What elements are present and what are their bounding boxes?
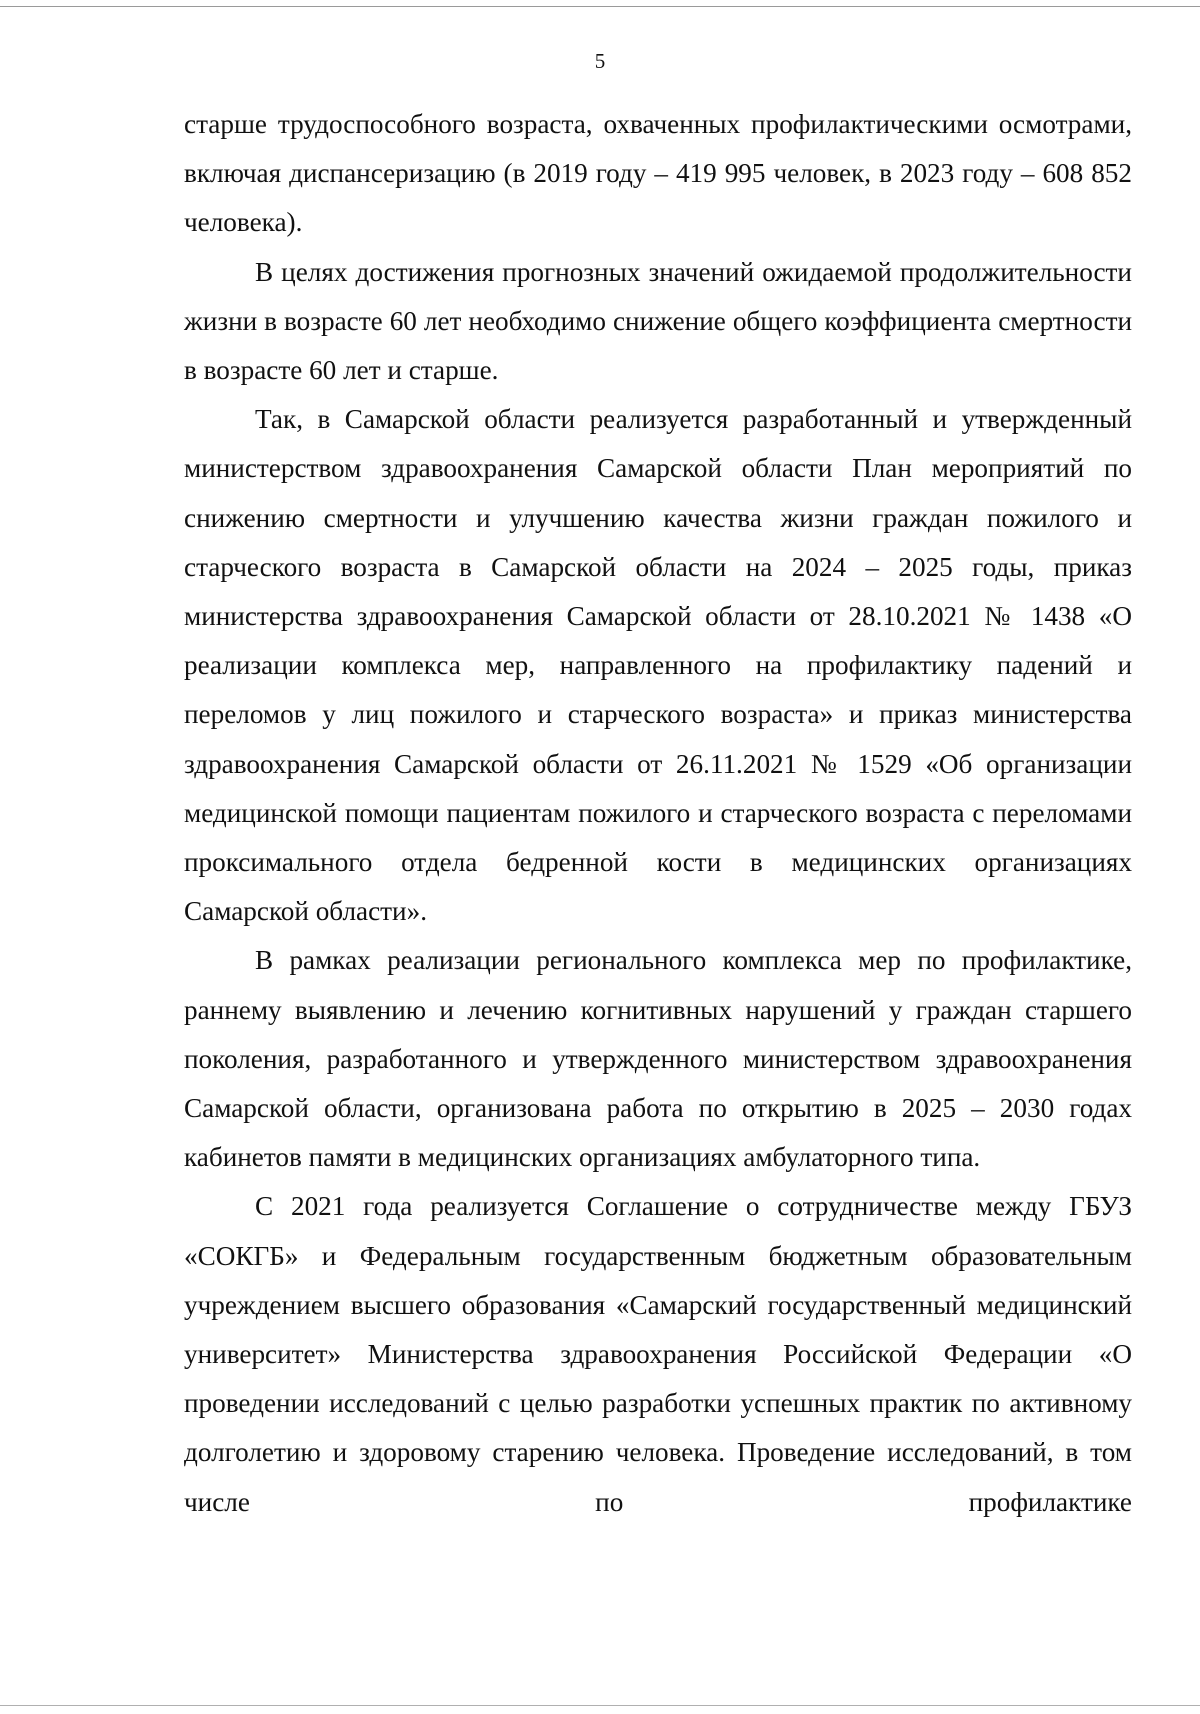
paragraph-life-expectancy: В целях достижения прогнозных значений ожидаемой продолжительности жизни в возрасте 60 лет необходимо снижение общего коэффициента смертности в возрасте 60 лет и старше. [184,256,1132,386]
paragraph-continuation: старше трудоспособного возраста, охваченных профилактическими осмотрами, включая диспансеризацию (в 2019 году – 419 995 человек, в 2023 году – 608 852 человека). [184,109,1132,238]
top-scan-edge [0,6,1200,7]
paragraph-mortality-plan: Так, в Самарской области реализуется разработанный и утвержденный министерством здравоохранения Самарской области План мероприятий по снижению смертности и улучшению качества жизни граждан пожилого и старческого возраста в Самарской области на 2024 – 2025 годы, приказ министерства здравоохранения Самарской области от 28.10.2021 № 1438 «О реализации комплекса мер, направленного на профилактику падений и переломов у лиц пожилого и старческого возраста» и приказ министерства здравоохранения Самарской области от 26.11.2021 № 1529 «Об организации медицинской помощи пациентам пожилого и старческого возраста с переломами проксимального отдела бедренной кости в медицинских организациях Самарской области». [184,404,1132,927]
bottom-scan-edge [0,1705,1200,1706]
page-number: 5 [594,49,606,73]
body-text [184,100,1132,1527]
paragraph-memory-offices: В рамках реализации регионального комплекса мер по профилактике, раннему выявлению и лечению когнитивных нарушений у граждан старшего поколения, разработанного и утвержденного министерством здравоохранения Самарской области, организована работа по открытию в 2025 – 2030 годах кабинетов памяти в медицинских организациях амбулаторного типа. [184,945,1132,1173]
paragraph-cooperation-agreement: С 2021 года реализуется Соглашение о сотрудничестве между ГБУЗ «СОКГБ» и Федеральным государственным бюджетным образовательным учреждением высшего образования «Самарский государственный медицинский университет» Министерства здравоохранения Российской Федерации «О проведении исследований с целью разработки успешных практик по активному долголетию и здоровому старению человека. Проведение исследований, в том числе по профилактике [184,1191,1132,1517]
